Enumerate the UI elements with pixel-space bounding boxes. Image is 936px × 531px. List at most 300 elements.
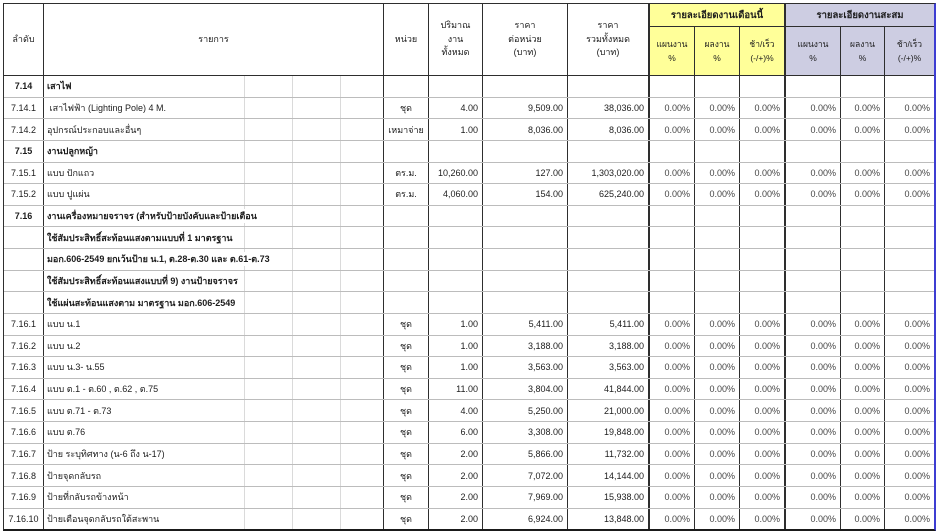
description-text: ป้ายเตือนจุดกลับรถใต้สะพาน bbox=[44, 512, 161, 526]
cumulative-plan-cell-text: 0.00% bbox=[810, 102, 836, 113]
unit-price-cell bbox=[483, 206, 568, 227]
table-body bbox=[4, 76, 934, 529]
cumulative-diff-cell bbox=[885, 509, 934, 530]
cumulative-actual-cell bbox=[841, 314, 885, 335]
total-price-cell-text: 15,938.00 bbox=[603, 492, 644, 503]
cumulative-plan-cell-text: 0.00% bbox=[810, 167, 836, 178]
month-plan-cell bbox=[650, 98, 695, 119]
table-row bbox=[4, 509, 934, 530]
cumulative-diff-cell-text: 0.00% bbox=[904, 319, 930, 330]
month-actual-cell-text: 0.00% bbox=[709, 448, 735, 459]
cumulative-plan-cell-text: 0.00% bbox=[810, 124, 836, 135]
unit-cell-text: ชุด bbox=[400, 362, 412, 373]
cumulative-actual-cell-text: 0.00% bbox=[854, 513, 880, 524]
grid-guide-line bbox=[292, 314, 293, 335]
grid-guide-line bbox=[292, 509, 293, 530]
total-price-cell bbox=[568, 119, 650, 140]
cumulative-plan-cell-text: 0.00% bbox=[810, 492, 836, 503]
description-text: ป้าย ระบุทิศทาง (น-6 ถึง น-17) bbox=[44, 447, 167, 461]
grid-guide-line bbox=[244, 141, 245, 162]
unit-price-cell-text: 154.00 bbox=[535, 189, 563, 200]
quantity-cell bbox=[429, 76, 483, 97]
unit-price-cell-text: 5,866.00 bbox=[527, 448, 563, 459]
table-header bbox=[4, 4, 934, 76]
cumulative-actual-cell-text: 0.00% bbox=[854, 427, 880, 438]
unit-price-cell bbox=[483, 487, 568, 508]
header-line: งาน bbox=[447, 33, 464, 44]
cumulative-diff-cell bbox=[885, 422, 934, 443]
unit-price-cell-text: 3,308.00 bbox=[527, 427, 563, 438]
item-number-cell-text: 7.16.6 bbox=[10, 427, 37, 438]
unit-cell bbox=[384, 163, 429, 184]
description-text: ป้ายที่กลับรถข้างหน้า bbox=[44, 490, 131, 504]
cumulative-diff-cell-text: 0.00% bbox=[904, 513, 930, 524]
month-plan-cell bbox=[650, 487, 695, 508]
month-plan-cell-text: 0.00% bbox=[664, 362, 690, 373]
unit-price-cell bbox=[483, 357, 568, 378]
cumulative-detail-group bbox=[786, 4, 934, 75]
quantity-cell-text: 2.00 bbox=[460, 513, 478, 524]
unit-cell-text: ชุด bbox=[400, 492, 412, 503]
month-actual-cell bbox=[695, 249, 740, 270]
cumulative-actual-cell-text: 0.00% bbox=[854, 448, 880, 459]
month-diff-cell bbox=[740, 227, 786, 248]
cumulative-actual-cell-text: 0.00% bbox=[854, 102, 880, 113]
grid-guide-line bbox=[244, 163, 245, 184]
description-cell bbox=[44, 227, 384, 248]
item-number-cell-text: 7.14.2 bbox=[10, 124, 37, 135]
table-row bbox=[4, 76, 934, 98]
unit-cell bbox=[384, 271, 429, 292]
grid-guide-line bbox=[292, 379, 293, 400]
cumulative-diff-cell bbox=[885, 271, 934, 292]
cumulative-actual-cell bbox=[841, 119, 885, 140]
month-diff-cell bbox=[740, 465, 786, 486]
description-text: แบบ น.3- น.55 bbox=[44, 360, 107, 374]
cumulative-diff-cell bbox=[885, 184, 934, 205]
description-cell bbox=[44, 465, 384, 486]
month-actual-cell bbox=[695, 206, 740, 227]
cumulative-plan-cell bbox=[786, 379, 841, 400]
month-actual-cell-text: 0.00% bbox=[709, 492, 735, 503]
month-plan-cell-text: 0.00% bbox=[664, 405, 690, 416]
header-line: ช้า/เร็ว bbox=[896, 38, 923, 49]
cumulative-diff-cell bbox=[885, 163, 934, 184]
header-line: ปริมาณ bbox=[440, 19, 471, 30]
month-actual-header bbox=[695, 27, 740, 75]
month-plan-cell bbox=[650, 227, 695, 248]
unit-price-cell-text: 6,924.00 bbox=[527, 513, 563, 524]
month-actual-cell bbox=[695, 227, 740, 248]
month-diff-cell bbox=[740, 206, 786, 227]
cumulative-actual-cell bbox=[841, 400, 885, 421]
unit-cell bbox=[384, 184, 429, 205]
month-plan-cell bbox=[650, 163, 695, 184]
unit-price-cell bbox=[483, 292, 568, 313]
unit-price-cell-text: 7,072.00 bbox=[527, 470, 563, 481]
month-plan-cell bbox=[650, 249, 695, 270]
description-cell bbox=[44, 400, 384, 421]
quantity-cell bbox=[429, 119, 483, 140]
unit-cell-text: ชุด bbox=[400, 340, 412, 351]
description-text: แบบ ปูแผ่น bbox=[44, 187, 92, 201]
unit-price-cell bbox=[483, 336, 568, 357]
unit-cell bbox=[384, 465, 429, 486]
unit-cell bbox=[384, 400, 429, 421]
month-actual-cell-text: 0.00% bbox=[709, 340, 735, 351]
cumulative-actual-cell-text: 0.00% bbox=[854, 384, 880, 395]
cumulative-actual-cell bbox=[841, 292, 885, 313]
description-cell bbox=[44, 76, 384, 97]
total-price-cell-text: 41,844.00 bbox=[603, 384, 644, 395]
table-row bbox=[4, 119, 934, 141]
cumulative-diff-cell bbox=[885, 336, 934, 357]
unit-cell bbox=[384, 336, 429, 357]
unit-cell-text: ชุด bbox=[400, 102, 412, 113]
item-number-cell-text: 7.16.2 bbox=[10, 340, 37, 351]
cumulative-actual-cell bbox=[841, 379, 885, 400]
item-number-cell bbox=[4, 422, 44, 443]
month-actual-cell bbox=[695, 271, 740, 292]
unit-cell bbox=[384, 76, 429, 97]
unit-price-cell bbox=[483, 422, 568, 443]
month-diff-cell bbox=[740, 336, 786, 357]
grid-guide-line bbox=[340, 444, 341, 465]
unit-price-cell-text: 8,036.00 bbox=[527, 124, 563, 135]
description-text: ใช้แผ่นสะท้อนแสงตาม มาตรฐาน มอก.606-2549 bbox=[44, 296, 237, 310]
description-cell bbox=[44, 487, 384, 508]
total-price-cell bbox=[568, 141, 650, 162]
cumulative-plan-cell-text: 0.00% bbox=[810, 384, 836, 395]
month-plan-cell-text: 0.00% bbox=[664, 384, 690, 395]
description-cell bbox=[44, 163, 384, 184]
grid-guide-line bbox=[292, 184, 293, 205]
grid-guide-line bbox=[292, 357, 293, 378]
month-actual-cell-text: 0.00% bbox=[709, 124, 735, 135]
item-number-cell bbox=[4, 357, 44, 378]
unit-price-cell bbox=[483, 227, 568, 248]
month-diff-cell-text: 0.00% bbox=[754, 492, 780, 503]
header-line: รวมทั้งหมด bbox=[586, 33, 630, 44]
header-unit bbox=[384, 4, 429, 75]
description-text: แบบ ต.71 - ต.73 bbox=[44, 404, 113, 418]
description-cell bbox=[44, 357, 384, 378]
quantity-cell bbox=[429, 206, 483, 227]
grid-guide-line bbox=[292, 163, 293, 184]
grid-guide-line bbox=[340, 98, 341, 119]
cumulative-plan-cell bbox=[786, 314, 841, 335]
month-diff-cell-text: 0.00% bbox=[754, 362, 780, 373]
cumulative-plan-cell bbox=[786, 509, 841, 530]
unit-cell-text: ชุด bbox=[400, 384, 412, 395]
grid-guide-line bbox=[340, 357, 341, 378]
grid-guide-line bbox=[340, 314, 341, 335]
unit-price-cell-text: 9,509.00 bbox=[527, 102, 563, 113]
quantity-cell bbox=[429, 141, 483, 162]
unit-cell bbox=[384, 444, 429, 465]
unit-cell bbox=[384, 357, 429, 378]
header-line: % bbox=[809, 53, 817, 63]
month-plan-cell-text: 0.00% bbox=[664, 427, 690, 438]
cumulative-plan-cell bbox=[786, 271, 841, 292]
cumulative-plan-cell bbox=[786, 336, 841, 357]
item-number-cell-text: 7.16 bbox=[14, 211, 33, 222]
month-diff-cell-text: 0.00% bbox=[754, 513, 780, 524]
cumulative-diff-cell bbox=[885, 314, 934, 335]
month-plan-cell bbox=[650, 76, 695, 97]
cumulative-plan-cell-text: 0.00% bbox=[810, 513, 836, 524]
item-number-cell bbox=[4, 444, 44, 465]
header-line: แผนงาน bbox=[656, 38, 688, 49]
cumulative-actual-cell bbox=[841, 271, 885, 292]
cumulative-diff-cell bbox=[885, 76, 934, 97]
month-plan-cell bbox=[650, 271, 695, 292]
quantity-cell bbox=[429, 314, 483, 335]
month-plan-cell bbox=[650, 465, 695, 486]
month-plan-cell-text: 0.00% bbox=[664, 513, 690, 524]
total-price-cell bbox=[568, 249, 650, 270]
description-text: ป้ายจุดกลับรถ bbox=[44, 469, 103, 483]
header-total-price bbox=[568, 4, 650, 75]
item-number-cell-text: 7.16.3 bbox=[10, 362, 37, 373]
cumulative-plan-cell-text: 0.00% bbox=[810, 405, 836, 416]
table-row bbox=[4, 249, 934, 271]
month-plan-cell bbox=[650, 206, 695, 227]
quantity-cell-text: 11.00 bbox=[456, 384, 478, 395]
header-line: % bbox=[858, 53, 867, 63]
header-line: (-/+)% bbox=[897, 53, 922, 63]
month-diff-cell bbox=[740, 98, 786, 119]
cumulative-actual-cell bbox=[841, 249, 885, 270]
item-number-cell-text: 7.15.1 bbox=[10, 167, 37, 178]
description-text: เสาไฟ bbox=[44, 79, 74, 93]
cumulative-diff-cell bbox=[885, 141, 934, 162]
month-plan-cell bbox=[650, 141, 695, 162]
unit-price-cell bbox=[483, 76, 568, 97]
total-price-cell bbox=[568, 379, 650, 400]
cumulative-plan-cell bbox=[786, 487, 841, 508]
month-diff-header bbox=[740, 27, 786, 75]
grid-guide-line bbox=[292, 76, 293, 97]
quantity-cell-text: 4.00 bbox=[460, 102, 478, 113]
unit-price-cell bbox=[483, 271, 568, 292]
header-line: ทั้งหมด bbox=[441, 47, 470, 58]
unit-cell-text: ชุด bbox=[400, 448, 412, 459]
cumulative-actual-cell-text: 0.00% bbox=[854, 470, 880, 481]
cumulative-plan-cell-text: 0.00% bbox=[810, 362, 836, 373]
table-row bbox=[4, 98, 934, 120]
total-price-cell-text: 19,848.00 bbox=[603, 427, 644, 438]
month-diff-cell-text: 0.00% bbox=[754, 427, 780, 438]
table-row bbox=[4, 163, 934, 185]
cumulative-diff-cell-text: 0.00% bbox=[904, 492, 930, 503]
item-number-cell bbox=[4, 314, 44, 335]
unit-cell-text: ชุด bbox=[400, 470, 412, 481]
description-text: งานเครื่องหมายจราจร (สำหรับป้ายบังคับและป้ายเตือน bbox=[44, 209, 259, 223]
cumulative-subheaders bbox=[786, 27, 934, 75]
cumulative-actual-cell bbox=[841, 141, 885, 162]
cumulative-actual-cell bbox=[841, 422, 885, 443]
header-label: รายการ bbox=[198, 33, 229, 44]
description-text: เสาไฟฟ้า (Lighting Pole) 4 M. bbox=[44, 101, 168, 115]
total-price-cell-text: 5,411.00 bbox=[609, 319, 644, 330]
grid-guide-line bbox=[340, 487, 341, 508]
cumulative-diff-cell bbox=[885, 206, 934, 227]
quantity-cell bbox=[429, 422, 483, 443]
cumulative-plan-cell bbox=[786, 141, 841, 162]
unit-cell bbox=[384, 141, 429, 162]
quantity-cell bbox=[429, 509, 483, 530]
unit-cell bbox=[384, 314, 429, 335]
grid-guide-line bbox=[292, 487, 293, 508]
description-cell bbox=[44, 271, 384, 292]
cumulative-plan-cell bbox=[786, 119, 841, 140]
cumulative-actual-header bbox=[841, 27, 885, 75]
total-price-cell bbox=[568, 292, 650, 313]
grid-guide-line bbox=[292, 444, 293, 465]
description-cell bbox=[44, 509, 384, 530]
cumulative-plan-cell bbox=[786, 422, 841, 443]
grid-guide-line bbox=[292, 98, 293, 119]
grid-guide-line bbox=[340, 76, 341, 97]
description-cell bbox=[44, 184, 384, 205]
cumulative-diff-cell bbox=[885, 465, 934, 486]
description-cell bbox=[44, 141, 384, 162]
item-number-cell bbox=[4, 163, 44, 184]
quantity-cell-text: 1.00 bbox=[460, 319, 478, 330]
unit-price-cell bbox=[483, 98, 568, 119]
description-text: แบบ น.1 bbox=[44, 317, 82, 331]
cumulative-plan-cell bbox=[786, 227, 841, 248]
unit-cell-text: ชุด bbox=[400, 427, 412, 438]
month-diff-cell bbox=[740, 314, 786, 335]
month-diff-cell-text: 0.00% bbox=[754, 448, 780, 459]
header-line: % bbox=[668, 53, 676, 63]
table-row bbox=[4, 184, 934, 206]
item-number-cell-text: 7.16.4 bbox=[10, 384, 37, 395]
cumulative-plan-cell bbox=[786, 98, 841, 119]
cumulative-diff-cell-text: 0.00% bbox=[904, 384, 930, 395]
total-price-cell bbox=[568, 271, 650, 292]
month-actual-cell bbox=[695, 98, 740, 119]
month-actual-cell-text: 0.00% bbox=[709, 470, 735, 481]
grid-guide-line bbox=[292, 141, 293, 162]
month-plan-cell-text: 0.00% bbox=[664, 167, 690, 178]
month-diff-cell-text: 0.00% bbox=[754, 405, 780, 416]
month-plan-cell-text: 0.00% bbox=[664, 448, 690, 459]
item-number-cell bbox=[4, 98, 44, 119]
month-actual-cell bbox=[695, 465, 740, 486]
item-number-cell-text: 7.15 bbox=[14, 146, 33, 157]
month-plan-cell bbox=[650, 336, 695, 357]
cumulative-diff-cell-text: 0.00% bbox=[904, 427, 930, 438]
quantity-cell-text: 10,260.00 bbox=[437, 167, 478, 178]
item-number-cell bbox=[4, 400, 44, 421]
cumulative-plan-cell-text: 0.00% bbox=[810, 319, 836, 330]
unit-price-cell-text: 7,969.00 bbox=[527, 492, 563, 503]
grid-guide-line bbox=[340, 400, 341, 421]
month-plan-cell bbox=[650, 314, 695, 335]
cumulative-diff-cell-text: 0.00% bbox=[904, 102, 930, 113]
month-diff-cell bbox=[740, 249, 786, 270]
month-diff-cell bbox=[740, 184, 786, 205]
total-price-cell bbox=[568, 184, 650, 205]
quantity-cell bbox=[429, 465, 483, 486]
grid-guide-line bbox=[244, 444, 245, 465]
item-number-cell-text: 7.16.8 bbox=[10, 470, 37, 481]
month-diff-cell bbox=[740, 76, 786, 97]
description-cell bbox=[44, 119, 384, 140]
quantity-cell bbox=[429, 444, 483, 465]
grid-guide-line bbox=[292, 249, 293, 270]
cumulative-actual-cell bbox=[841, 444, 885, 465]
cumulative-actual-cell bbox=[841, 206, 885, 227]
month-actual-cell bbox=[695, 292, 740, 313]
total-price-cell-text: 11,732.00 bbox=[604, 448, 644, 459]
cumulative-diff-cell bbox=[885, 292, 934, 313]
unit-cell-text: ชุด bbox=[400, 513, 412, 524]
grid-guide-line bbox=[244, 422, 245, 443]
month-plan-cell bbox=[650, 400, 695, 421]
month-diff-cell bbox=[740, 163, 786, 184]
cumulative-plan-cell bbox=[786, 292, 841, 313]
description-cell bbox=[44, 422, 384, 443]
quantity-cell bbox=[429, 487, 483, 508]
grid-guide-line bbox=[244, 465, 245, 486]
month-diff-cell-text: 0.00% bbox=[754, 102, 780, 113]
unit-price-cell-text: 127.00 bbox=[535, 167, 563, 178]
month-diff-cell-text: 0.00% bbox=[754, 470, 780, 481]
quantity-cell bbox=[429, 227, 483, 248]
unit-cell-text: ตร.ม. bbox=[395, 167, 417, 178]
table-row bbox=[4, 271, 934, 293]
unit-cell bbox=[384, 422, 429, 443]
cumulative-plan-cell bbox=[786, 249, 841, 270]
month-actual-cell bbox=[695, 314, 740, 335]
grid-guide-line bbox=[340, 184, 341, 205]
item-number-cell bbox=[4, 119, 44, 140]
month-plan-cell-text: 0.00% bbox=[664, 189, 690, 200]
month-plan-cell bbox=[650, 119, 695, 140]
grid-guide-line bbox=[292, 292, 293, 313]
month-actual-cell bbox=[695, 444, 740, 465]
description-text: ใช้สัมประสิทธิ์สะท้อนแสงแบบที่ 9) งานป้ายจราจร bbox=[44, 274, 240, 288]
table-row bbox=[4, 357, 934, 379]
header-line: (บาท) bbox=[513, 47, 537, 58]
description-text: ใช้สัมประสิทธิ์สะท้อนแสงตามแบบที่ 1 มาตรฐาน bbox=[44, 231, 235, 245]
grid-guide-line bbox=[340, 336, 341, 357]
table-row bbox=[4, 444, 934, 466]
month-plan-cell-text: 0.00% bbox=[664, 319, 690, 330]
total-price-cell bbox=[568, 76, 650, 97]
grid-guide-line bbox=[292, 400, 293, 421]
header-line: (-/+)% bbox=[750, 53, 774, 63]
grid-guide-line bbox=[340, 249, 341, 270]
cumulative-plan-cell bbox=[786, 206, 841, 227]
cumulative-diff-cell-text: 0.00% bbox=[904, 124, 930, 135]
total-price-cell-text: 625,240.00 bbox=[598, 189, 644, 200]
month-actual-cell bbox=[695, 119, 740, 140]
description-cell bbox=[44, 314, 384, 335]
quantity-cell bbox=[429, 336, 483, 357]
cumulative-plan-cell-text: 0.00% bbox=[810, 427, 836, 438]
cumulative-diff-header bbox=[885, 27, 934, 75]
month-actual-cell-text: 0.00% bbox=[709, 427, 735, 438]
unit-cell bbox=[384, 119, 429, 140]
cumulative-plan-cell bbox=[786, 444, 841, 465]
cumulative-actual-cell-text: 0.00% bbox=[854, 362, 880, 373]
header-quantity bbox=[429, 4, 483, 75]
